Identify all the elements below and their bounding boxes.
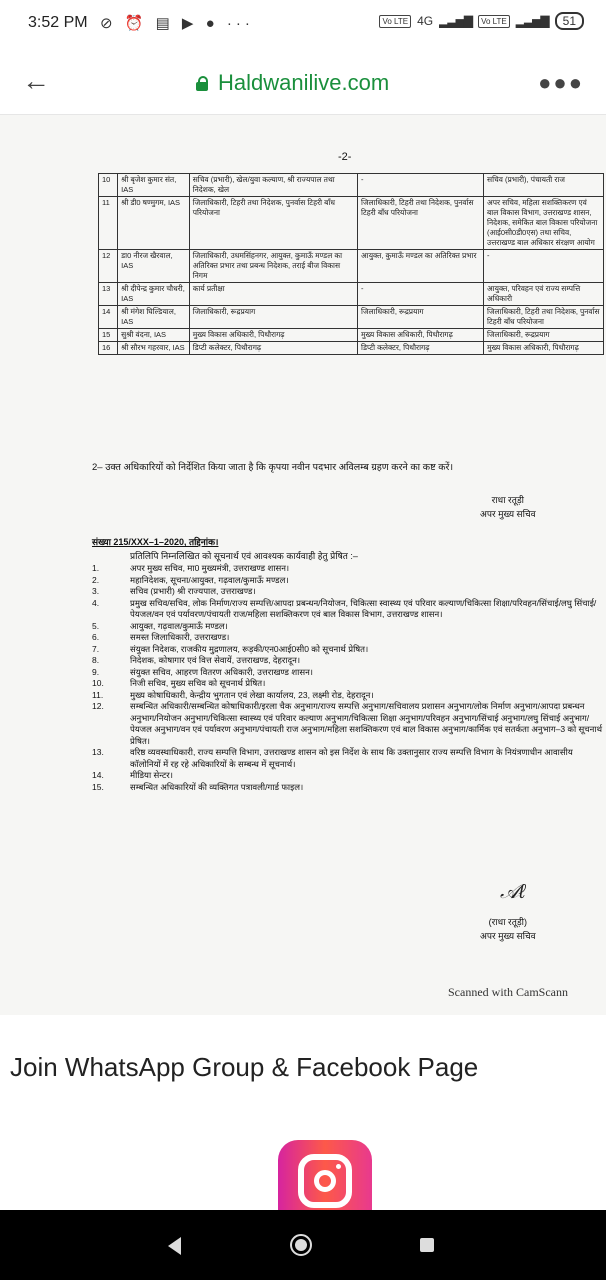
table-cell-addl: जिलाधिकारी, टिहरी तथा निदेशक, पुनर्वास टिहरी बाँध परियोजना bbox=[358, 197, 484, 250]
officer-table bbox=[98, 173, 604, 355]
list-item bbox=[92, 655, 604, 667]
table-cell-no: 11 bbox=[99, 197, 118, 250]
table-row bbox=[99, 329, 604, 342]
notification-icons: ⊘ ⏰ ▤ ▶ ● ··· bbox=[100, 15, 254, 32]
table-cell-no: 16 bbox=[99, 342, 118, 355]
list-item-text: सम्बन्धित अधिकारी/सम्बन्धित कोषाधिकारी/इरला चैक अनुभाग/राज्य सम्पत्ति अनुभाग/सचिवालय प्रशासन अनुभाग/लोक निर्माण अनुभाग/आपदा प्रबन्धन अनुभाग/नियोजन अनुभाग/चिकित्सा स्वास्थ्य एवं परिवार कल्याण अनुभाग/चिकित्सा शिक्षा अनुभाग/परिवहन अनुभाग/सिंचाई अनुभाग/लघु सिंचाई अनुभाग/पेयजल अनुभाग/वन एवं पर्यावरण अनुभाग/पंचायती राज अनुभाग/महिला सशक्तिकरण एवं बाल विकास अनुभाग/कार्मिक एवं सतर्कता अनुभाग–3 को सूचनार्थ प्रेषित। bbox=[130, 701, 603, 746]
join-whatsapp-facebook-text: Join WhatsApp Group & Facebook Page bbox=[10, 1052, 479, 1082]
list-item-number: 4. bbox=[92, 597, 100, 608]
table-cell-name: श्री बृजेश कुमार संत, IAS bbox=[118, 174, 190, 197]
signature-block-2 bbox=[480, 915, 536, 943]
table-cell-from: जिलाधिकारी, उधमसिंहनगर, आयुक्त, कुमाऊँ मण्डल का अतिरिक्त प्रभार तथा प्रबन्ध निदेशक, तराई बीज विकास निगम bbox=[189, 250, 357, 283]
table-cell-name: श्री डी0 षण्मुगम, IAS bbox=[118, 197, 190, 250]
table-cell-addl: आयुक्त, कुमाऊँ मण्डल का अतिरिक्त प्रभार bbox=[358, 250, 484, 283]
signal-icon: ▂▃▅▇ bbox=[439, 14, 473, 28]
table-cell-no: 10 bbox=[99, 174, 118, 197]
table-cell-name: सुश्री वंदना, IAS bbox=[118, 329, 190, 342]
table-row bbox=[99, 342, 604, 355]
instagram-icon[interactable] bbox=[278, 1140, 372, 1210]
table-row bbox=[99, 306, 604, 329]
battery-icon: 51 bbox=[555, 12, 584, 30]
more-dots-icon[interactable]: ●●● bbox=[538, 70, 584, 95]
instruction-note: 2– उक्त अधिकारियों को निर्देशित किया जाता है कि कृपया नवीन पदभार अविलम्ब ग्रहण करने का कष्ट करें। bbox=[92, 462, 454, 473]
list-item-text: वरिष्ठ व्यवस्थाधिकारी, राज्य सम्पत्ति विभाग, उत्तराखण्ड शासन को इस निर्देश के साथ कि उक्तानुसार राज्य सम्पत्ति विभाग के नियंत्रणाधीन आवासीय कॉलोनियों में रह रहे अधिकारियों के सम्बन्ध में सूचनार्थ। bbox=[130, 747, 573, 769]
list-item bbox=[92, 782, 604, 794]
table-cell-to: जिलाधिकारी, रूद्रप्रयाग bbox=[484, 329, 604, 342]
signatory-title: अपर मुख्य सचिव bbox=[480, 509, 536, 519]
list-item-number: 2. bbox=[92, 574, 100, 585]
list-item-number: 12. bbox=[92, 701, 104, 711]
list-item-text: आयुक्त, गढ़वाल/कुमाऊँ मण्डल। bbox=[130, 620, 228, 631]
status-time: 3:52 PM bbox=[28, 14, 88, 31]
list-item-number: 14. bbox=[92, 770, 104, 780]
list-item bbox=[92, 701, 604, 747]
table-cell-to: अपर सचिव, महिला सशक्तिकरण एवं बाल विकास विभाग, उत्तराखण्ड शासन, निदेशक, समेकित बाल विकास परियोजना (आई0सी0डी0एस) तथा सचिव, उत्तराखण्ड बाल अधिकार संरक्षण आयोग bbox=[484, 197, 604, 250]
list-item-text: समस्त जिलाधिकारी, उत्तराखण्ड। bbox=[130, 632, 230, 642]
list-item-text: संयुक्त निदेशक, राजकीय मुद्रणालय, रूड़की/एन0आई0सी0 को सूचनार्थ प्रेषित। bbox=[130, 643, 369, 654]
table-cell-from: मुख्य विकास अधिकारी, पिथौरागढ़ bbox=[189, 329, 357, 342]
list-item bbox=[92, 598, 604, 621]
list-item bbox=[92, 563, 604, 575]
list-item bbox=[92, 678, 604, 690]
list-item-text: प्रमुख सचिव/सचिव, लोक निर्माण/राज्य सम्पत्ति/आपदा प्रबन्धन/नियोजन, चिकित्सा स्वास्थ्य एवं परिवार कल्याण/चिकित्सा शिक्षा/परिवहन/सिंचाई/लघु सिंचाई/पेयजल/वन एवं पर्यावरण/पंचायती राज/महिला सशक्तिकरण एवं बाल विकास विभाग, उत्तराखण्ड शासन। bbox=[130, 597, 597, 619]
list-item-number: 8. bbox=[92, 655, 100, 665]
arrow-left-icon[interactable]: ← bbox=[22, 65, 50, 96]
table-cell-name: डा0 नीरज खैरवाल, IAS bbox=[118, 250, 190, 283]
table-cell-no: 12 bbox=[99, 250, 118, 283]
table-cell-no: 13 bbox=[99, 283, 118, 306]
list-item-number: 10. bbox=[92, 678, 104, 688]
list-item bbox=[92, 586, 604, 598]
list-item-number: 7. bbox=[92, 643, 100, 654]
list-item-number: 3. bbox=[92, 586, 100, 596]
list-item-number: 6. bbox=[92, 632, 100, 642]
volte-badge: Vo LTE bbox=[379, 15, 411, 28]
browser-toolbar bbox=[0, 50, 606, 115]
list-item-text: सचिव (प्रभारी) श्री राज्यपाल, उत्तराखण्ड। bbox=[130, 586, 256, 596]
list-item-text: निजी सचिव, मुख्य सचिव को सूचनार्थ प्रेषित। bbox=[130, 678, 266, 688]
table-cell-addl: डिप्टी कलेक्टर, पिथौरागढ़ bbox=[358, 342, 484, 355]
signatory-title-2: अपर मुख्य सचिव bbox=[480, 931, 536, 941]
scanner-watermark: Scanned with CamScann bbox=[448, 985, 568, 999]
table-cell-from: कार्य प्रतीक्षा bbox=[189, 283, 357, 306]
list-item bbox=[92, 575, 604, 587]
table-cell-name: श्री दीपेन्द्र कुमार चौधरी, IAS bbox=[118, 283, 190, 306]
list-item bbox=[92, 632, 604, 644]
list-item-number: 13. bbox=[92, 747, 104, 757]
table-row bbox=[99, 250, 604, 283]
table-cell-to: मुख्य विकास अधिकारी, पिथौरागढ़ bbox=[484, 342, 604, 355]
list-item-number: 1. bbox=[92, 563, 100, 573]
table-cell-addl: - bbox=[358, 283, 484, 306]
status-bar bbox=[0, 0, 606, 50]
network-type: 4G bbox=[417, 14, 434, 28]
signatory-name: राधा रतूड़ी bbox=[491, 495, 524, 505]
list-item-text: महानिदेशक, सूचना/आयुक्त, गढ़वाल/कुमाऊँ मण्डल। bbox=[130, 574, 289, 585]
volte-badge-2: Vo LTE bbox=[478, 15, 510, 28]
lock-icon bbox=[196, 76, 208, 90]
table-cell-from: जिलाधिकारी, टिहरी तथा निदेशक, पुनर्वास टिहरी बाँध परियोजना bbox=[189, 197, 357, 250]
list-item-text: मुख्य कोषाधिकारी, केन्द्रीय भुगतान एवं लेखा कार्यालय, 23, लक्ष्मी रोड, देहरादून। bbox=[130, 689, 374, 700]
table-row bbox=[99, 197, 604, 250]
table-cell-to: आयुक्त, परिवहन एवं राज्य सम्पत्ति अधिकारी bbox=[484, 283, 604, 306]
list-item bbox=[92, 667, 604, 679]
list-item bbox=[92, 747, 604, 770]
list-item-number: 15. bbox=[92, 781, 104, 792]
address-bar[interactable] bbox=[196, 68, 389, 98]
table-cell-name: श्री सौरभ गहरवार, IAS bbox=[118, 342, 190, 355]
table-cell-no: 15 bbox=[99, 329, 118, 342]
copy-list bbox=[92, 563, 604, 793]
list-item-number: 9. bbox=[92, 666, 100, 677]
list-item bbox=[92, 690, 604, 702]
list-item-text: अपर मुख्य सचिव, मा0 मुख्यमंत्री, उत्तराखण्ड शासन। bbox=[130, 563, 290, 573]
list-item-number: 5. bbox=[92, 620, 100, 631]
copy-intro: प्रतिलिपि निम्नलिखित को सूचनार्थ एवं आवश्यक कार्यवाही हेतु प्रेषित :– bbox=[130, 551, 358, 561]
table-row bbox=[99, 283, 604, 306]
nav-home-icon[interactable] bbox=[290, 1234, 312, 1256]
reference-number: संख्या 215/XXX–1–2020, तद्दिनांक। bbox=[92, 537, 219, 547]
list-item bbox=[92, 644, 604, 656]
list-item-number: 11. bbox=[92, 689, 104, 700]
list-item bbox=[92, 770, 604, 782]
signal-icon-2: ▂▃▅▇ bbox=[515, 14, 549, 28]
table-cell-addl: - bbox=[358, 174, 484, 197]
table-cell-from: डिप्टी कलेक्टर, पिथौरागढ़ bbox=[189, 342, 357, 355]
document-image bbox=[0, 115, 606, 1015]
signatory-name-2: (राधा रतूड़ी) bbox=[488, 917, 527, 927]
table-row bbox=[99, 174, 604, 197]
table-cell-addl: मुख्य विकास अधिकारी, पिथौरागढ़ bbox=[358, 329, 484, 342]
list-item-text: संयुक्त सचिव, आहरण वितरण अधिकारी, उत्तराखण्ड शासन। bbox=[130, 666, 314, 677]
table-cell-to: जिलाधिकारी, टिहरी तथा निदेशक, पुनर्वास टिहरी बाँध परियोजना bbox=[484, 306, 604, 329]
list-item-text: निदेशक, कोषागार एवं वित्त सेवायें, उत्तराखण्ड, देहरादून। bbox=[130, 655, 301, 665]
table-cell-from: सचिव (प्रभारी), खेल/युवा कल्याण, श्री राज्यपाल तथा निदेशक, खेल bbox=[189, 174, 357, 197]
table-cell-name: श्री मंगेश घिल्डियाल, IAS bbox=[118, 306, 190, 329]
table-cell-addl: जिलाधिकारी, रूद्रप्रयाग bbox=[358, 306, 484, 329]
url-text[interactable]: Haldwanilive.com bbox=[218, 70, 390, 95]
signature-block-1 bbox=[480, 493, 536, 521]
nav-back-icon[interactable] bbox=[168, 1237, 181, 1255]
android-nav-bar bbox=[0, 1210, 606, 1280]
table-cell-to: - bbox=[484, 250, 604, 283]
handwritten-signature: 𝒜ℓ bbox=[500, 881, 526, 903]
nav-recents-icon[interactable] bbox=[420, 1238, 434, 1252]
table-cell-from: जिलाधिकारी, रूद्रप्रयाग bbox=[189, 306, 357, 329]
system-icons bbox=[379, 12, 584, 30]
list-item bbox=[92, 621, 604, 633]
list-item-text: मीडिया सेन्टर। bbox=[130, 770, 173, 780]
page-number: -2- bbox=[338, 151, 352, 163]
table-cell-no: 14 bbox=[99, 306, 118, 329]
table-cell-to: सचिव (प्रभारी), पंचायती राज bbox=[484, 174, 604, 197]
list-item-text: सम्बन्धित अधिकारियों की व्यक्तिगत पत्रावली/गार्ड फाइल। bbox=[130, 781, 304, 792]
